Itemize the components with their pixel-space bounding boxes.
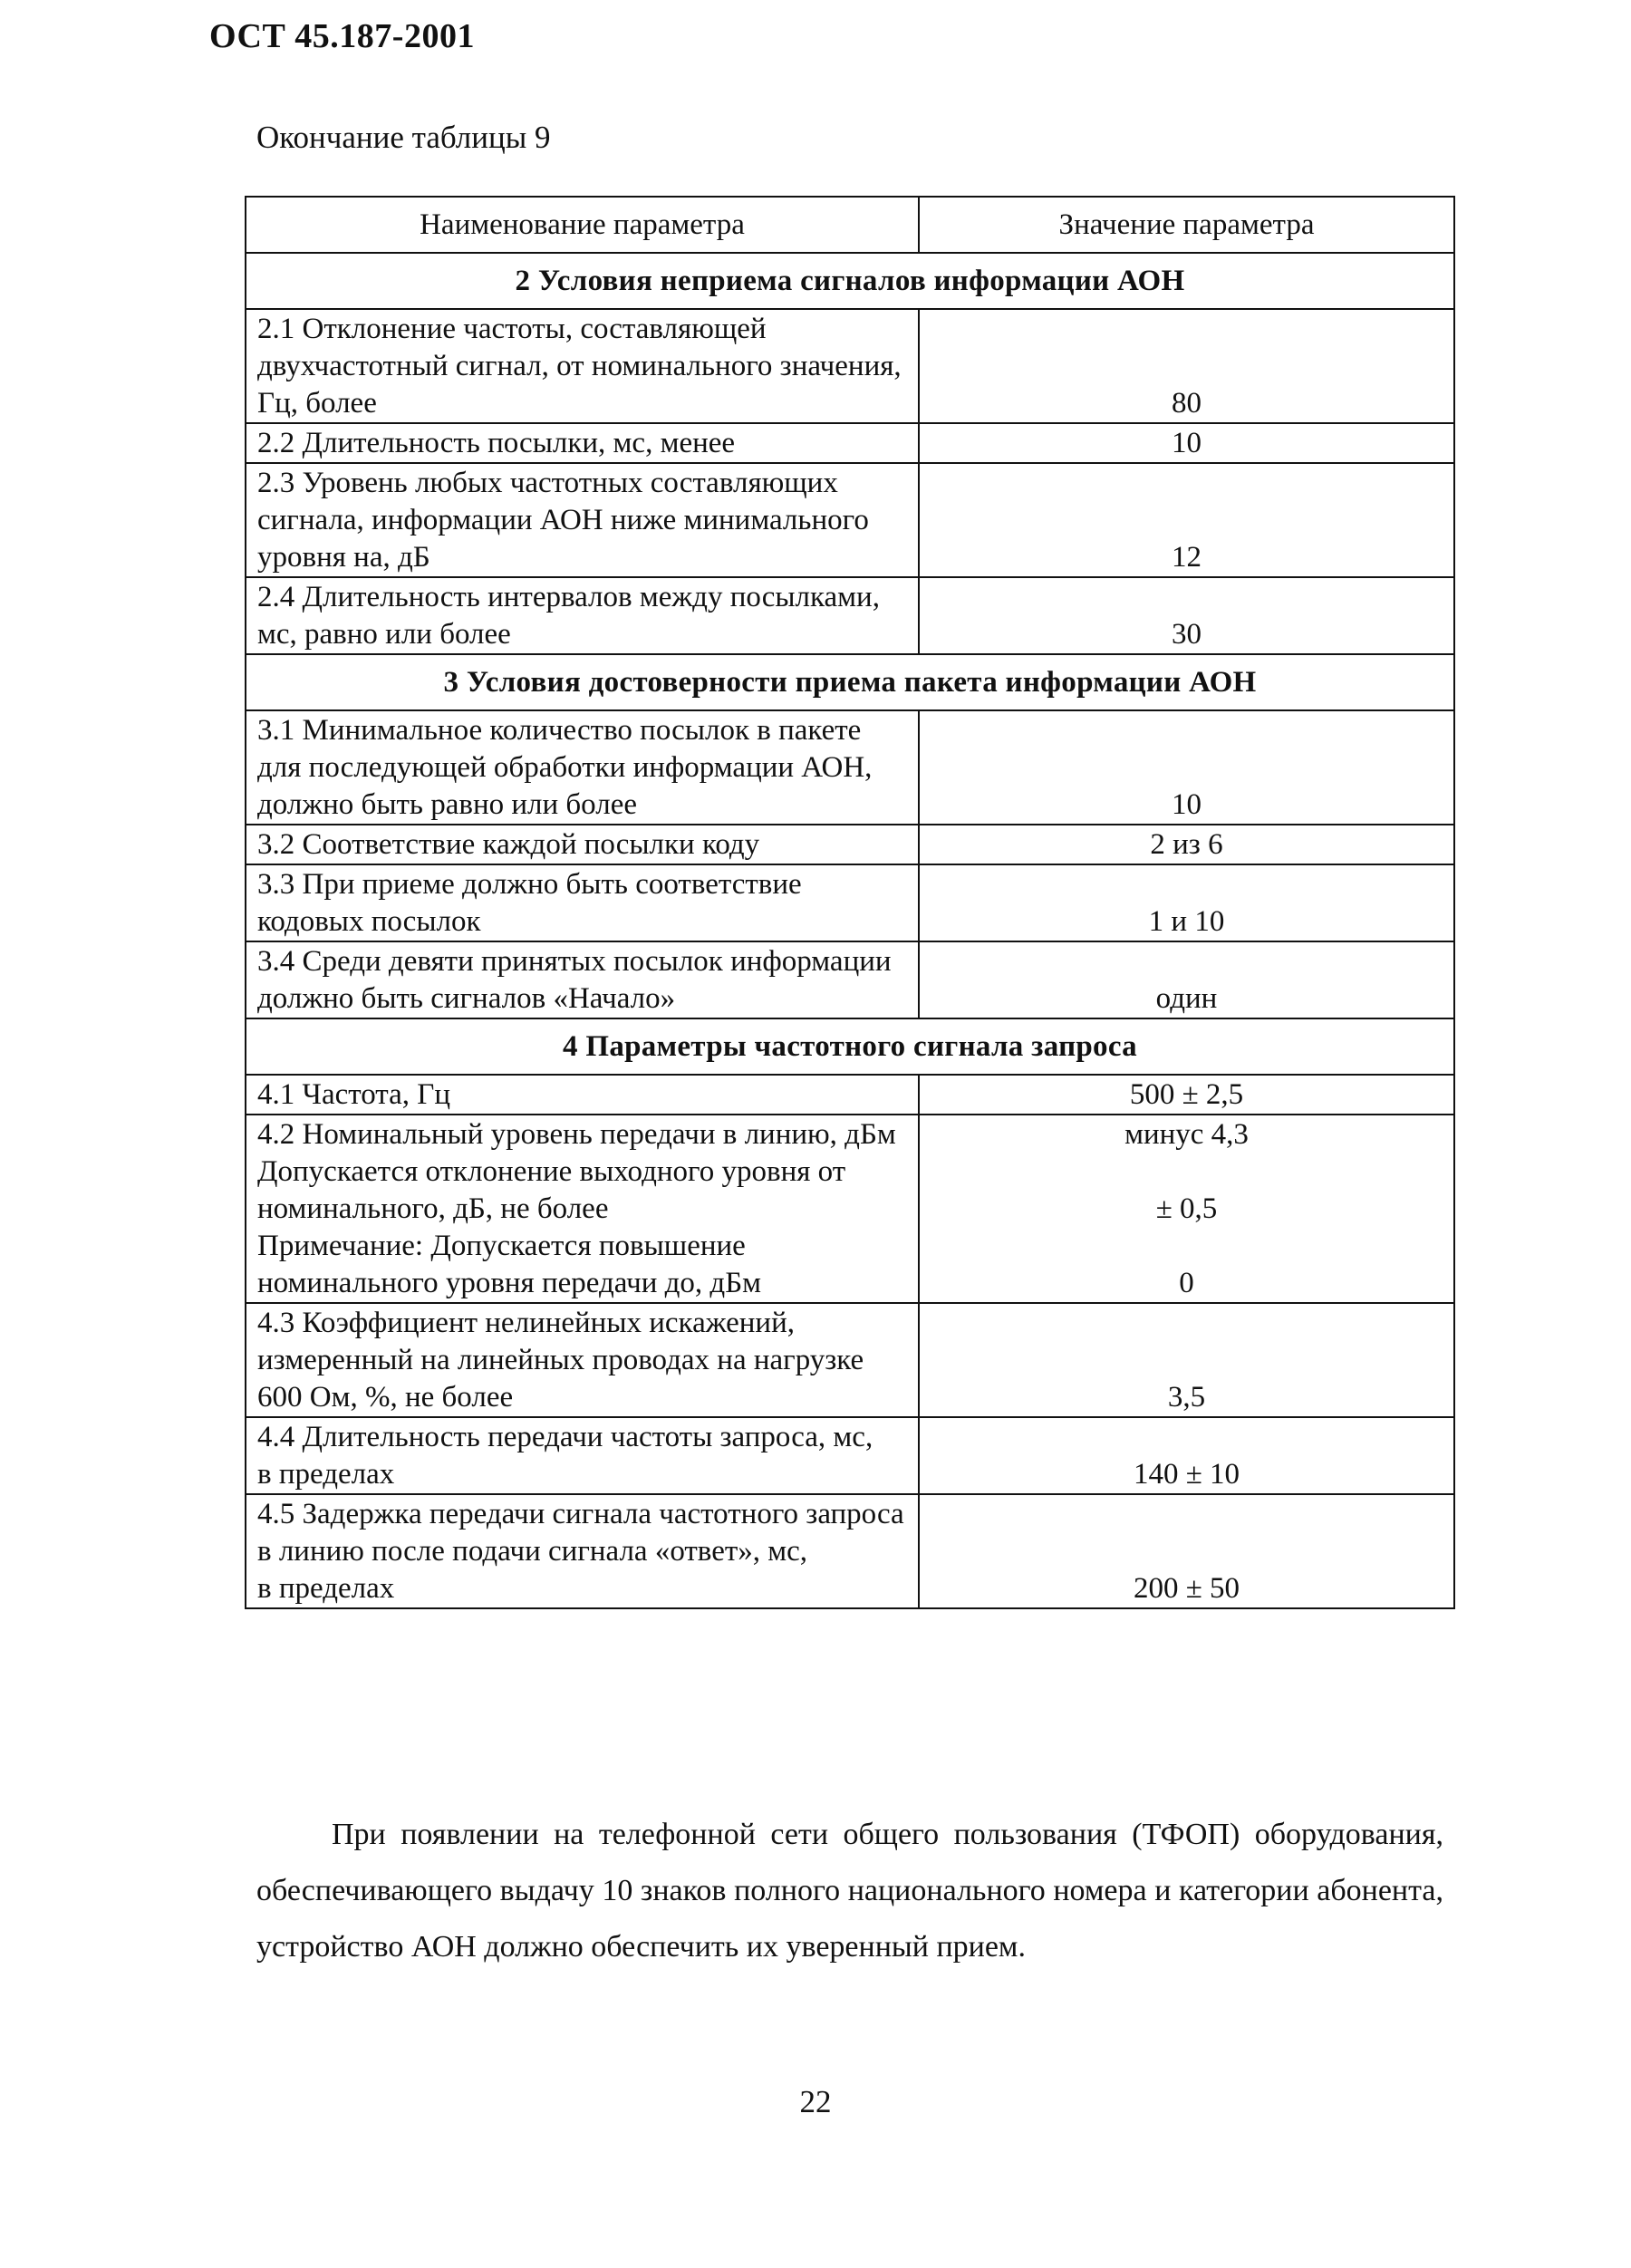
parameter-name-part: Примечание: Допускается повышение номинального уровня передачи до, дБм [257, 1230, 762, 1299]
parameter-value-cell: 200 ± 50 [919, 1494, 1454, 1608]
parameter-name-part: 4.2 Номинальный уровень передачи в линию, дБм [257, 1118, 896, 1151]
parameter-name-part: в пределах [257, 1458, 395, 1491]
table-row [246, 1115, 1454, 1303]
parameter-value-cell: 2 из 6 [919, 825, 1454, 864]
table-row [246, 1417, 1454, 1494]
parameter-name-cell [246, 1417, 919, 1494]
table-row [246, 463, 1454, 577]
parameter-value-part: ± 0,5 [1155, 1192, 1218, 1225]
table-row [246, 309, 1454, 423]
table-row [246, 1494, 1454, 1608]
parameter-value-cell: один [919, 941, 1454, 1018]
table-row [246, 577, 1454, 654]
parameter-value-part: минус 4,3 [1124, 1118, 1249, 1151]
section-title: 4 Параметры частотного сигнала запроса [246, 1018, 1454, 1075]
parameter-name-cell: 2.1 Отклонение частоты, составляющей двухчастотный сигнал, от номинального значения, Гц, более [246, 309, 919, 423]
table-row [246, 710, 1454, 825]
page-number: 22 [799, 2084, 832, 2119]
table-row [246, 1303, 1454, 1417]
parameter-name-cell: 2.3 Уровень любых частотных составляющих сигнала, информации АОН ниже минимального уровня на, дБ [246, 463, 919, 577]
section-title: 3 Условия достоверности приема пакета информации АОН [246, 654, 1454, 710]
parameter-value-cell: 1 и 10 [919, 864, 1454, 941]
body-paragraph: При появлении на телефонной сети общего пользования (ТФОП) оборудования, обеспечивающего выдачу 10 знаков полного национального номера и категории абонента, устройство АОН должно обеспечить их уверенный прием. [256, 1818, 1443, 1964]
parameter-name-cell: 3.1 Минимальное количество посылок в пакете для последующей обработки информации АОН, должно быть равно или более [246, 710, 919, 825]
parameter-name-part: 4.4 Длительность передачи частоты запроса, мс, [257, 1421, 873, 1453]
parameter-value-cell: 500 ± 2,5 [919, 1075, 1454, 1115]
parameter-name-cell [246, 1494, 919, 1608]
parameter-name-cell: 3.2 Соответствие каждой посылки коду [246, 825, 919, 864]
parameter-name-cell: 3.4 Среди девяти принятых посылок информации должно быть сигналов «Начало» [246, 941, 919, 1018]
parameter-name-part: 4.5 Задержка передачи сигнала частотного запроса в линию после подачи сигнала «ответ», мс, [257, 1498, 904, 1568]
section-row [246, 1018, 1454, 1075]
parameter-value-cell: 3,5 [919, 1303, 1454, 1417]
table-header-row [246, 197, 1454, 253]
column-header-parameter-value: Значение параметра [919, 197, 1454, 253]
parameter-name-cell: 4.1 Частота, Гц [246, 1075, 919, 1115]
table-row [246, 825, 1454, 864]
parameter-name-part: Допускается отклонение выходного уровня от номинального, дБ, не более [257, 1155, 846, 1225]
parameters-table [245, 196, 1455, 1609]
column-header-parameter-name: Наименование параметра [246, 197, 919, 253]
document-code-header: ОСТ 45.187-2001 [209, 17, 475, 55]
table-row [246, 941, 1454, 1018]
parameter-name-cell: 2.2 Длительность посылки, мс, менее [246, 423, 919, 463]
parameter-value-cell: 10 [919, 423, 1454, 463]
table-row [246, 1075, 1454, 1115]
parameter-value-cell: 80 [919, 309, 1454, 423]
table-row [246, 864, 1454, 941]
section-title: 2 Условия неприема сигналов информации АОН [246, 253, 1454, 309]
parameter-name-part: в пределах [257, 1572, 395, 1605]
table-caption: Окончание таблицы 9 [256, 120, 551, 155]
parameter-name-cell: 4.3 Коэффициент нелинейных искажений, измеренный на линейных проводах на нагрузке 600 Ом, %, не более [246, 1303, 919, 1417]
parameter-name-cell: 2.4 Длительность интервалов между посылками, мс, равно или более [246, 577, 919, 654]
parameter-value-part: 0 [1179, 1267, 1194, 1299]
parameter-value-cell: 10 [919, 710, 1454, 825]
section-row [246, 654, 1454, 710]
parameter-value-cell: 12 [919, 463, 1454, 577]
parameter-name-cell: 3.3 При приеме должно быть соответствие кодовых посылок [246, 864, 919, 941]
table-row [246, 423, 1454, 463]
section-row [246, 253, 1454, 309]
parameter-value-cell: 30 [919, 577, 1454, 654]
parameter-value-cell: 140 ± 10 [919, 1417, 1454, 1494]
parameter-value-cell [919, 1115, 1454, 1303]
parameter-name-cell [246, 1115, 919, 1303]
